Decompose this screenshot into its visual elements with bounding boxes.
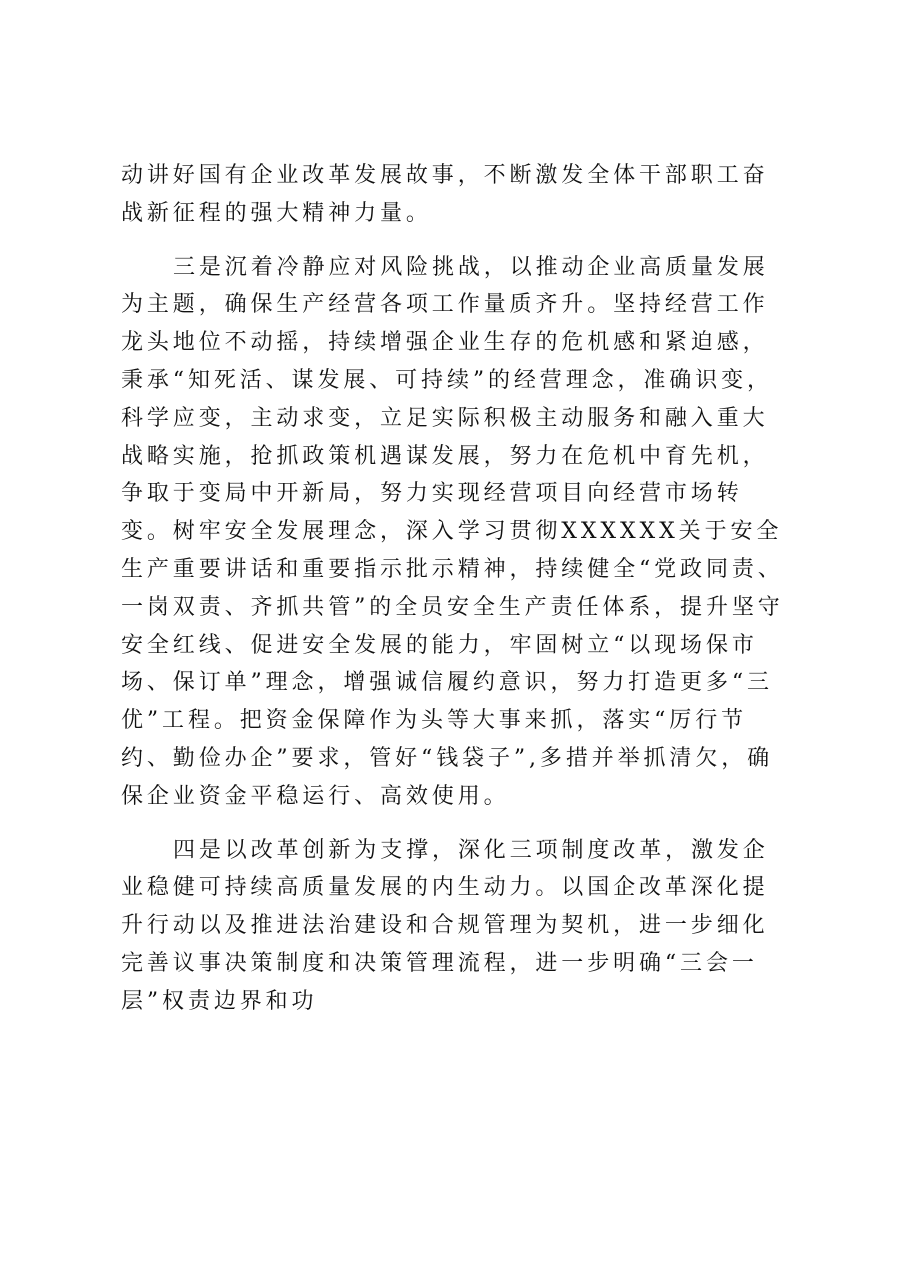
paragraph-continuation: 动讲好国有企业改革发展故事，不断激发全体干部职工奋战新征程的强大精神力量。 <box>121 163 769 226</box>
paragraph-point-three: 三是沉着冷静应对风险挑战，以推动企业高质量发展为主题，确保生产经营各项工作量质齐升。坚持经营工作龙头地位不动摇，持续增强企业生存的危机感和紧迫感，秉承“知死活、谋发展、可持续”的经营理念，准确识变，科学应变，主动求变，立足实际积极主动服务和融入重大战略实施，抢抓政策机遇谋发展，努力在危机中育先机，争取于变局中开新局，努力实现经营项目向经营市场转变。树牢安全发展理念，深入学习贯彻XXXXXX关于安全生产重要讲话和重要指示批示精神，持续健全“党政同责、一岗双责、齐抓共管”的全员安全生产责任体系，提升坚守安全红线、促进安全发展的能力，牢固树立“以现场保市场、保订单”理念，增强诚信履约意识，努力打造更多“三优”工程。把资金保障作为头等大事来抓，落实“厉行节约、勤俭办企”要求，管好“钱袋子”,多措并举抓清欠，确保企业资金平稳运行、高效使用。 <box>121 254 784 809</box>
document-body <box>121 157 793 1021</box>
paragraph-point-four: 四是以改革创新为支撑，深化三项制度改革，激发企业稳健可持续高质量发展的内生动力。以国企改革深化提升行动以及推进法治建设和合规管理为契机，进一步细化完善议事决策制度和决策管理流程，进一步明确“三会一层”权责边界和功 <box>121 837 769 1014</box>
